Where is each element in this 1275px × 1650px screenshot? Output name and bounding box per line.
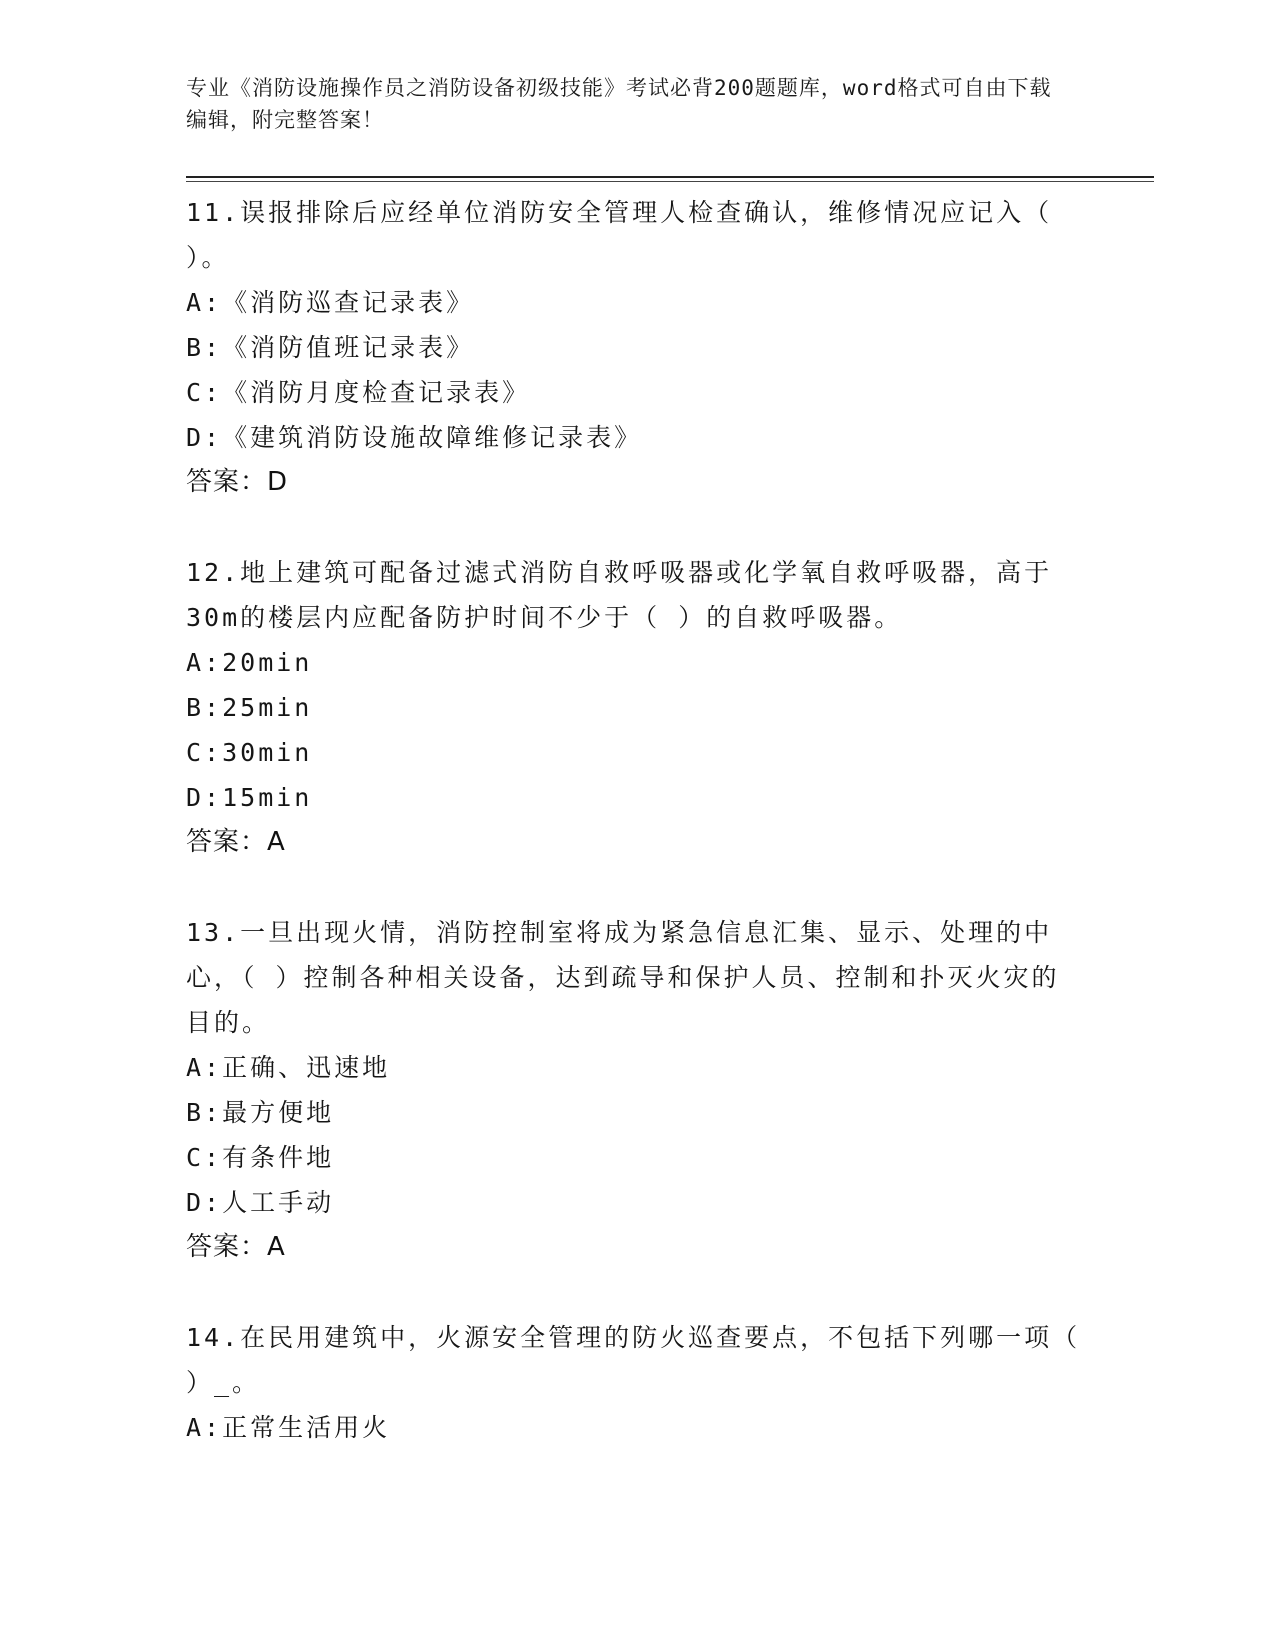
question-14 <box>186 1315 1086 1450</box>
option-d: D:《建筑消防设施故障维修记录表》 <box>186 423 643 452</box>
option-c: C:30min <box>186 738 313 767</box>
option-b: B:25min <box>186 693 313 722</box>
question-list <box>186 190 1086 1495</box>
answer: 答案：A <box>186 827 286 857</box>
option-b: B:《消防值班记录表》 <box>186 333 475 362</box>
option-d: D:人工手动 <box>186 1188 335 1217</box>
answer: 答案：D <box>186 467 289 497</box>
option-a: A:20min <box>186 648 313 677</box>
option-a: A:正常生活用火 <box>186 1413 391 1442</box>
option-b: B:最方便地 <box>186 1098 335 1127</box>
option-a: A:正确、迅速地 <box>186 1053 391 1082</box>
question-13 <box>186 910 1086 1270</box>
option-c: C:《消防月度检查记录表》 <box>186 378 531 407</box>
header-divider-thin <box>186 181 1154 182</box>
question-stem: 12.地上建筑可配备过滤式消防自救呼吸器或化学氧自救呼吸器，高于30m的楼层内应配备防护时间不少于（ ）的自救呼吸器。 <box>186 558 1053 632</box>
header-divider-thick <box>186 176 1154 178</box>
option-a: A:《消防巡查记录表》 <box>186 288 475 317</box>
document-header: 专业《消防设施操作员之消防设备初级技能》考试必背200题题库，word格式可自由下载编辑，附完整答案！ <box>186 76 1052 132</box>
question-stem: 13.一旦出现火情，消防控制室将成为紧急信息汇集、显示、处理的中心，（ ）控制各种相关设备，达到疏导和保护人员、控制和扑灭火灾的目的。 <box>186 918 1060 1037</box>
question-stem: 11.误报排除后应经单位消防安全管理人检查确认，维修情况应记入（ ）。 <box>186 198 1053 272</box>
answer: 答案：A <box>186 1232 286 1262</box>
question-stem: 14.在民用建筑中，火源安全管理的防火巡查要点，不包括下列哪一项（ ）_。 <box>186 1323 1081 1397</box>
option-c: C:有条件地 <box>186 1143 335 1172</box>
question-11 <box>186 190 1086 505</box>
option-d: D:15min <box>186 783 313 812</box>
question-12 <box>186 550 1086 865</box>
